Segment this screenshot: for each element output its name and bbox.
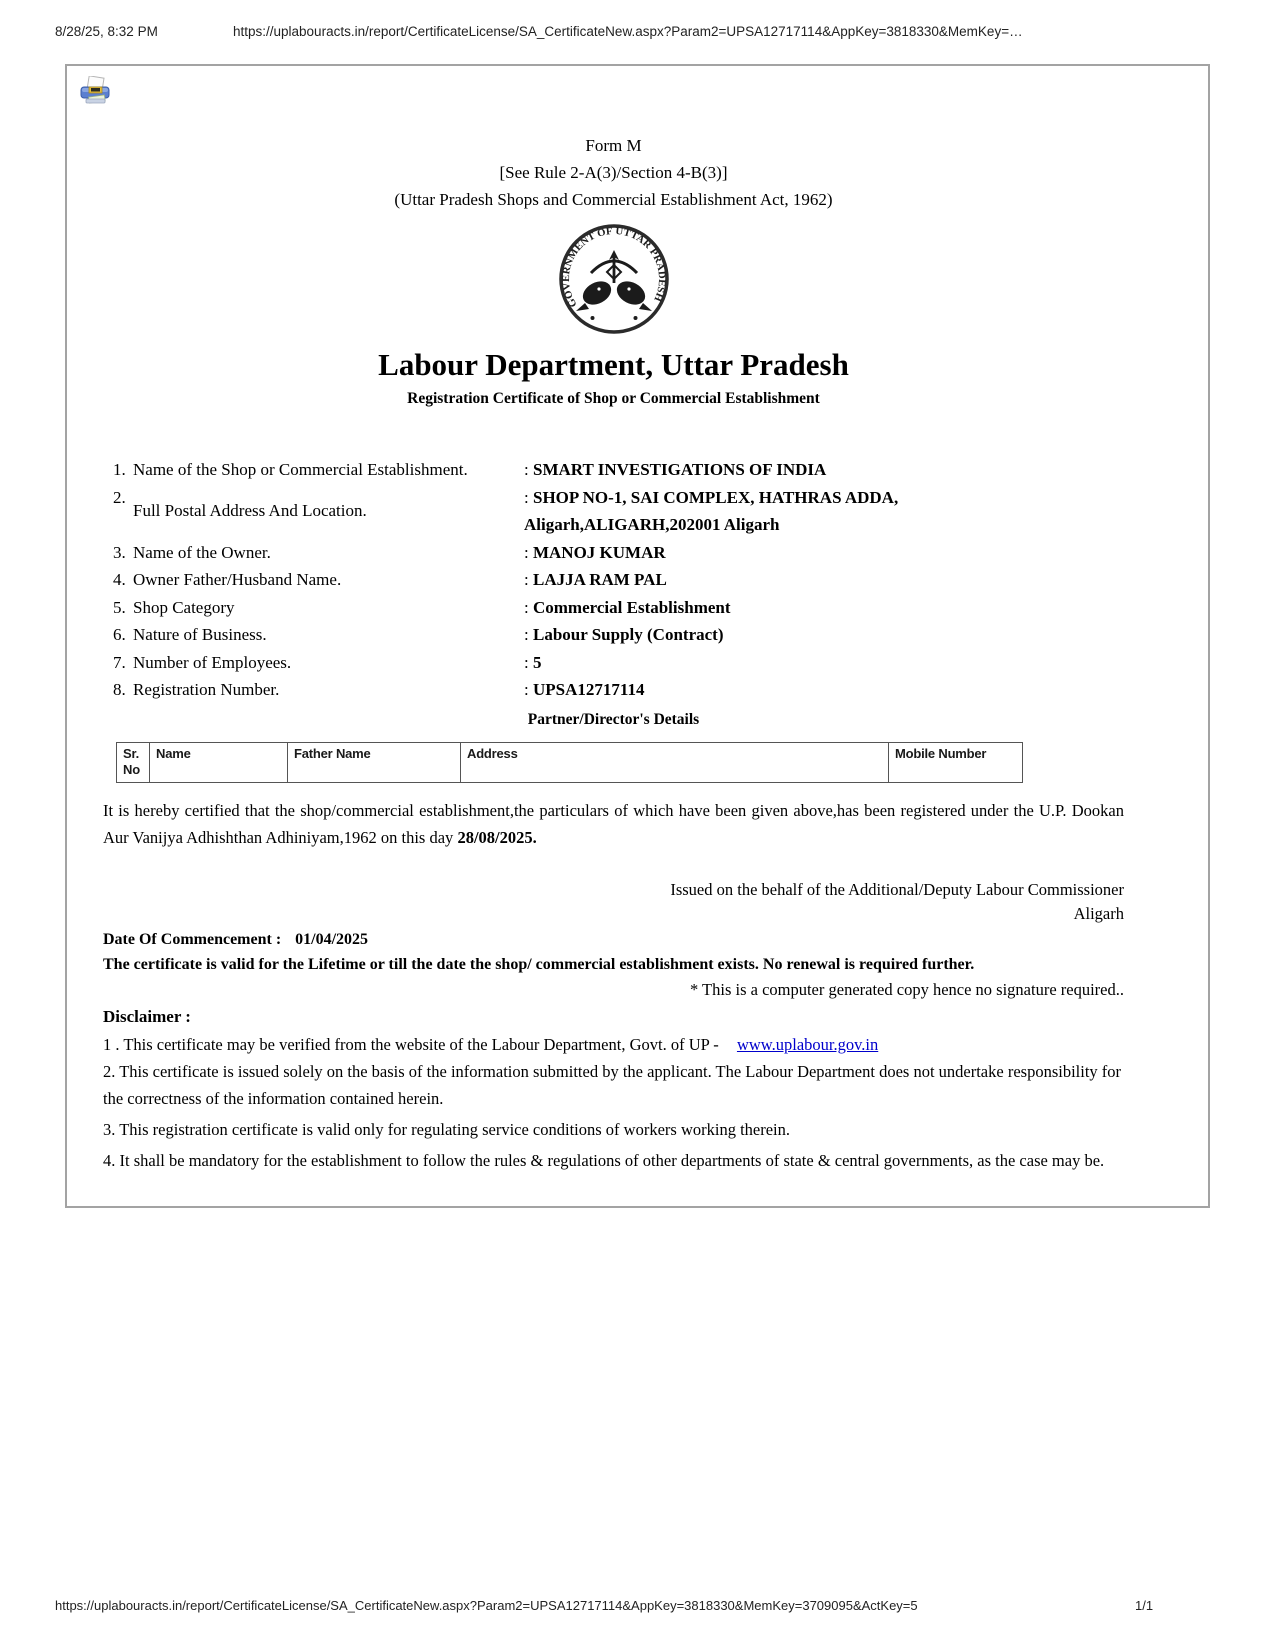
field-row-registration-number (103, 676, 1124, 704)
disclaimer-item-3: 3. This registration certificate is valid only for regulating service conditions of workers working therein. (103, 1119, 791, 1139)
partner-table-title: Partner/Director's Details (527, 710, 700, 728)
validity-note: The certificate is valid for the Lifetime or till the date the shop/ commercial establishment exists. No renewal is required further. (103, 955, 975, 973)
certificate-fields (103, 456, 1124, 704)
field-label: Full Postal Address And Location. (133, 501, 367, 521)
computer-copy-note: * This is a computer generated copy hence no signature required.. (689, 979, 1124, 999)
act-line: (Uttar Pradesh Shops and Commercial Establishment Act, 1962) (394, 190, 833, 209)
column-header-address: Address (461, 742, 889, 782)
bow-arrow-fish-emblem (576, 250, 652, 311)
field-value: : Labour Supply (Contract) (524, 621, 723, 649)
field-label: Owner Father/Husband Name. (133, 570, 342, 589)
disclaimer-title: Disclaimer : (103, 1006, 191, 1026)
field-row-employee-count (103, 649, 1124, 677)
field-label: Name of the Shop or Commercial Establishment. (133, 460, 468, 479)
field-label: Name of the Owner. (133, 542, 271, 562)
field-row-father-husband-name (103, 566, 1124, 594)
field-number: 2. (113, 487, 126, 507)
field-value: : 5 (524, 649, 541, 677)
registration-date: 28/08/2025. (457, 827, 537, 847)
print-header-datetime: 8/28/25, 8:32 PM (55, 24, 158, 39)
field-label: Registration Number. (133, 680, 280, 699)
field-value: : SHOP NO-1, SAI COMPLEX, HATHRAS ADDA, Aligarh,ALIGARH,202001 Aligarh (524, 484, 954, 539)
disclaimer-item-1-text: 1 . This certificate may be verified from the website of the Labour Department, Govt. of UP - (103, 1034, 723, 1054)
field-row-postal-address (103, 484, 1124, 539)
column-header-mobile-number: Mobile Number (889, 742, 1023, 782)
print-footer-page-indicator: 1/1 (1135, 1598, 1154, 1613)
column-header-father-name: Father Name (288, 742, 461, 782)
disclaimer-item-1 (103, 1031, 1124, 1058)
column-header-sr-no: Sr. No (117, 742, 150, 782)
certificate-subtitle: Registration Certificate of Shop or Commercial Establishment (407, 390, 820, 407)
field-row-establishment-name (103, 456, 1124, 484)
field-number: 7. (113, 652, 126, 672)
field-number: 8. (113, 680, 126, 699)
field-number: 4. (113, 570, 126, 589)
field-value: : MANOJ KUMAR (524, 539, 666, 567)
commencement-date: 01/04/2025 (295, 930, 369, 948)
seal-ring-text: GOVERNMENT OF UTTAR PRADESH (560, 225, 667, 309)
up-government-seal (558, 223, 670, 335)
disclaimer-item-4: 4. It shall be mandatory for the establishment to follow the rules & regulations of other departments of state & central governments, as the case may be. (103, 1150, 1105, 1170)
field-label: Shop Category (133, 597, 235, 617)
field-number: 5. (113, 597, 126, 617)
field-number: 6. (113, 625, 126, 644)
column-header-name: Name (150, 742, 288, 782)
field-label: Number of Employees. (133, 652, 292, 672)
field-value: : UPSA12717114 (524, 676, 644, 704)
certification-text: It is hereby certified that the shop/commercial establishment,the particulars of which have been given above,has been registered under the U.P. Dookan Aur Vanijya Adhishthan Adhiniyam,1962 on this day (103, 800, 1124, 847)
form-title: Form M (585, 136, 642, 155)
certificate-box (65, 64, 1210, 1208)
print-footer-url: https://uplabouracts.in/report/CertificateLicense/SA_CertificateNew.aspx?Param2=UPSA12717114&AppKey=3818330&MemKey=3709095&ActKey=5 (55, 1598, 918, 1613)
field-row-nature-of-business (103, 621, 1124, 649)
partner-details-table (116, 742, 1023, 783)
field-label: Nature of Business. (133, 625, 267, 644)
commencement-label: Date Of Commencement : (103, 930, 282, 948)
print-header-url: https://uplabouracts.in/report/CertificateLicense/SA_CertificateNew.aspx?Param2=UPSA12717114&AppKey=3818330&MemKey=… (233, 24, 1023, 39)
field-row-shop-category (103, 594, 1124, 622)
uplabour-website-link[interactable]: www.uplabour.gov.in (736, 1034, 879, 1054)
department-title: Labour Department, Uttar Pradesh (378, 347, 849, 382)
field-row-owner-name (103, 539, 1124, 567)
issued-on-behalf-line: Issued on the behalf of the Additional/Deputy Labour Commissioner (670, 879, 1124, 899)
field-number: 3. (113, 542, 126, 562)
issued-place: Aligarh (1073, 903, 1124, 923)
field-value: : SMART INVESTIGATIONS OF INDIA (524, 456, 826, 484)
field-value: : LAJJA RAM PAL (524, 566, 667, 594)
field-number: 1. (113, 460, 126, 479)
printer-icon[interactable] (79, 76, 113, 106)
field-value: : Commercial Establishment (524, 594, 731, 622)
certification-paragraph (103, 797, 1124, 851)
disclaimer-item-2: 2. This certificate is issued solely on the basis of the information submitted by the applicant. The Labour Department does not undertake responsibility for the correctness of the information contained herein. (103, 1061, 1122, 1108)
rule-line: [See Rule 2-A(3)/Section 4-B(3)] (499, 163, 728, 182)
